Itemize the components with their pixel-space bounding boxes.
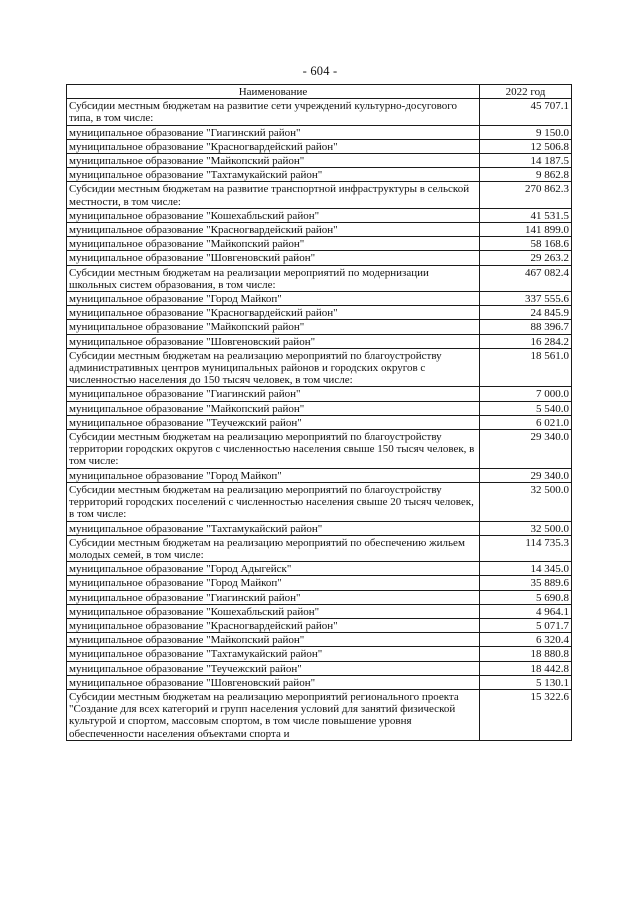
table-row <box>67 401 572 415</box>
row-name: муниципальное образование "Майкопский район" <box>67 320 480 334</box>
row-name: муниципальное образование "Красногвардейский район" <box>67 139 480 153</box>
row-value: 32 500.0 <box>480 482 572 521</box>
row-value: 6 320.4 <box>480 633 572 647</box>
row-name: муниципальное образование "Красногвардейский район" <box>67 618 480 632</box>
row-name: Субсидии местным бюджетам на реализацию мероприятий по благоустройству территории городских округов с численностью населения свыше 150 тысяч человек, в том числе: <box>67 430 480 469</box>
table-row <box>67 154 572 168</box>
table-row <box>67 237 572 251</box>
row-name: Субсидии местным бюджетам на развитие транспортной инфраструктуры в сельской местности, в том числе: <box>67 182 480 208</box>
row-name: муниципальное образование "Майкопский район" <box>67 237 480 251</box>
row-name: муниципальное образование "Кошехабльский район" <box>67 604 480 618</box>
row-value: 14 345.0 <box>480 562 572 576</box>
row-value: 32 500.0 <box>480 521 572 535</box>
row-value: 5 540.0 <box>480 401 572 415</box>
table-row <box>67 139 572 153</box>
row-name: муниципальное образование "Красногвардейский район" <box>67 223 480 237</box>
row-value: 35 889.6 <box>480 576 572 590</box>
row-value: 5 130.1 <box>480 675 572 689</box>
table-header-row <box>67 85 572 99</box>
row-value: 29 263.2 <box>480 251 572 265</box>
table-row <box>67 292 572 306</box>
row-name: муниципальное образование "Город Майкоп" <box>67 576 480 590</box>
row-value: 7 000.0 <box>480 387 572 401</box>
row-name: муниципальное образование "Город Майкоп" <box>67 468 480 482</box>
table-row <box>67 182 572 208</box>
table-row <box>67 334 572 348</box>
row-value: 270 862.3 <box>480 182 572 208</box>
row-name: муниципальное образование "Шовгеновский район" <box>67 334 480 348</box>
row-name: муниципальное образование "Шовгеновский район" <box>67 251 480 265</box>
table-row <box>67 468 572 482</box>
row-name: Субсидии местным бюджетам на развитие сети учреждений культурно-досугового типа, в том числе: <box>67 99 480 125</box>
table-row <box>67 618 572 632</box>
row-name: муниципальное образование "Гиагинский район" <box>67 387 480 401</box>
row-value: 18 561.0 <box>480 348 572 387</box>
row-name: муниципальное образование "Город Майкоп" <box>67 292 480 306</box>
row-value: 114 735.3 <box>480 535 572 561</box>
row-value: 58 168.6 <box>480 237 572 251</box>
row-value: 467 082.4 <box>480 265 572 291</box>
row-value: 41 531.5 <box>480 208 572 222</box>
table-row <box>67 208 572 222</box>
row-name: муниципальное образование "Майкопский район" <box>67 401 480 415</box>
row-name: муниципальное образование "Майкопский район" <box>67 633 480 647</box>
row-name: муниципальное образование "Красногвардейский район" <box>67 306 480 320</box>
table-row <box>67 675 572 689</box>
row-name: муниципальное образование "Теучежский район" <box>67 415 480 429</box>
table-row <box>67 661 572 675</box>
row-name: муниципальное образование "Тахтамукайский район" <box>67 647 480 661</box>
row-name: муниципальное образование "Гиагинский район" <box>67 125 480 139</box>
header-year: 2022 год <box>480 85 572 99</box>
table-row <box>67 320 572 334</box>
row-value: 24 845.9 <box>480 306 572 320</box>
table-row <box>67 689 572 740</box>
row-name: муниципальное образование "Гиагинский район" <box>67 590 480 604</box>
table-row <box>67 168 572 182</box>
row-value: 18 880.8 <box>480 647 572 661</box>
table-row <box>67 251 572 265</box>
header-name: Наименование <box>67 85 480 99</box>
row-value: 5 071.7 <box>480 618 572 632</box>
page-number: - 604 - <box>302 64 338 78</box>
row-name: муниципальное образование "Тахтамукайский район" <box>67 168 480 182</box>
budget-table <box>66 84 572 741</box>
row-name: муниципальное образование "Теучежский район" <box>67 661 480 675</box>
row-value: 14 187.5 <box>480 154 572 168</box>
table-row <box>67 415 572 429</box>
table-row <box>67 306 572 320</box>
row-value: 29 340.0 <box>480 430 572 469</box>
row-name: муниципальное образование "Тахтамукайский район" <box>67 521 480 535</box>
row-name: муниципальное образование "Шовгеновский район" <box>67 675 480 689</box>
row-name: муниципальное образование "Майкопский район" <box>67 154 480 168</box>
table-row <box>67 521 572 535</box>
row-value: 15 322.6 <box>480 689 572 740</box>
table-row <box>67 482 572 521</box>
row-value: 6 021.0 <box>480 415 572 429</box>
row-value: 29 340.0 <box>480 468 572 482</box>
row-value: 337 555.6 <box>480 292 572 306</box>
table-row <box>67 590 572 604</box>
table-row <box>67 348 572 387</box>
table-body <box>67 99 572 741</box>
row-value: 141 899.0 <box>480 223 572 237</box>
row-name: Субсидии местным бюджетам на реализации мероприятий по модернизации школьных систем образования, в том числе: <box>67 265 480 291</box>
table-row <box>67 633 572 647</box>
row-name: Субсидии местным бюджетам на реализацию мероприятий по обеспечению жильем молодых семей, в том числе: <box>67 535 480 561</box>
row-name: Субсидии местным бюджетам на реализацию мероприятий регионального проекта "Создание для всех категорий и групп населения условий для занятий физической культурой и спортом, массовым спортом, в том числе повышение уровня обеспеченности населения объектами спорта и <box>67 689 480 740</box>
row-value: 45 707.1 <box>480 99 572 125</box>
table-row <box>67 125 572 139</box>
row-value: 5 690.8 <box>480 590 572 604</box>
row-name: Субсидии местным бюджетам на реализацию мероприятий по благоустройству территорий городских поселений с численностью населения свыше 20 тысяч человек, в том числе: <box>67 482 480 521</box>
table-row <box>67 647 572 661</box>
table-row <box>67 99 572 125</box>
row-value: 4 964.1 <box>480 604 572 618</box>
table-row <box>67 535 572 561</box>
row-value: 16 284.2 <box>480 334 572 348</box>
table-row <box>67 604 572 618</box>
table-row <box>67 562 572 576</box>
row-name: муниципальное образование "Город Адыгейск" <box>67 562 480 576</box>
row-value: 9 862.8 <box>480 168 572 182</box>
table-row <box>67 265 572 291</box>
row-name: Субсидии местным бюджетам на реализацию мероприятий по благоустройству административных центров муниципальных районов и городских округов с численностью населения до 150 тысяч человек, в том числе: <box>67 348 480 387</box>
row-value: 9 150.0 <box>480 125 572 139</box>
table-row <box>67 430 572 469</box>
table-row <box>67 576 572 590</box>
table-row <box>67 223 572 237</box>
row-value: 18 442.8 <box>480 661 572 675</box>
row-value: 12 506.8 <box>480 139 572 153</box>
row-value: 88 396.7 <box>480 320 572 334</box>
table-row <box>67 387 572 401</box>
row-name: муниципальное образование "Кошехабльский район" <box>67 208 480 222</box>
